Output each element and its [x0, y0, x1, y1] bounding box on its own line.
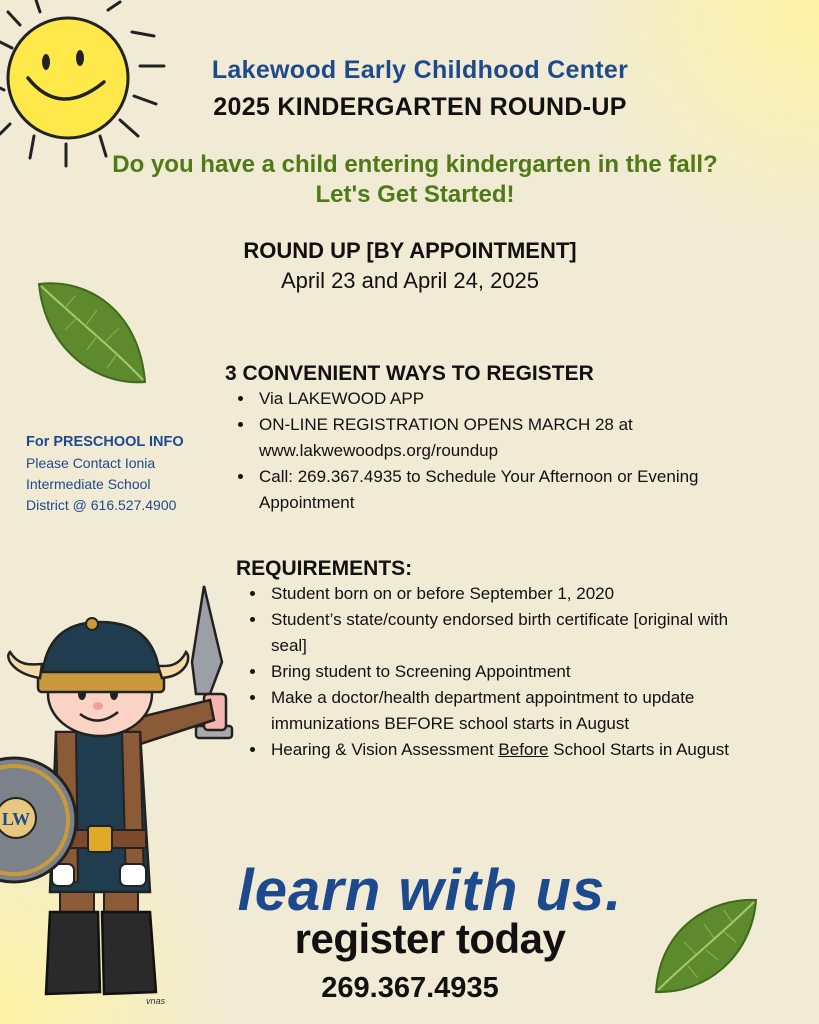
event-title: 2025 KINDERGARTEN ROUND-UP: [213, 93, 627, 121]
list-item: [267, 737, 740, 763]
register-ways-heading: 3 CONVENIENT WAYS TO REGISTER: [225, 362, 594, 385]
artist-signature: vnas: [146, 996, 166, 1006]
viking-character-illustration: [0, 582, 240, 1002]
intro-cta: Let's Get Started!: [315, 181, 515, 208]
underlined-word: Before: [498, 740, 549, 759]
list-item-text: School Starts in August: [548, 740, 730, 759]
preschool-heading: For PRESCHOOL INFO: [26, 434, 184, 450]
leaf-icon: [652, 896, 762, 996]
roundup-dates: April 23 and April 24, 2025: [280, 268, 540, 293]
requirements-heading: REQUIREMENTS:: [236, 557, 413, 580]
list-item: • Bring student to Screening Appointment: [267, 659, 740, 685]
list-item: • Via LAKEWOOD APP: [255, 386, 778, 412]
intro-question: Do you have a child entering kindergarten in the fall?: [112, 151, 718, 178]
preschool-info: [26, 432, 211, 516]
preschool-line: District @ 616.527.4900: [26, 497, 177, 513]
center-name: Lakewood Early Childhood Center: [211, 56, 629, 84]
preschool-line: Please Contact Ionia: [26, 455, 156, 471]
phone-number: 269.367.4935: [321, 972, 499, 1004]
list-item: • Call: 269.367.4935 to Schedule Your Afternoon or Evening Appointment: [255, 464, 778, 516]
list-item: • Make a doctor/health department appointment to update immunizations BEFORE school starts in August: [267, 685, 740, 737]
sun-icon: [0, 0, 175, 170]
shield-monogram: LW: [1, 809, 31, 829]
list-item: • Student born on or before September 1, 2020: [267, 581, 740, 607]
list-item: • ON-LINE REGISTRATION OPENS MARCH 28 at www.lakwewoodps.org/roundup: [255, 412, 778, 464]
preschool-line: Intermediate School: [26, 476, 151, 492]
intro-block: [40, 150, 790, 210]
register-ways-list: [233, 386, 778, 516]
tagline: learn with us.: [237, 858, 623, 923]
leaf-icon: [35, 278, 150, 390]
list-item-text: Hearing & Vision Assessment: [271, 740, 499, 759]
requirements-list: [245, 581, 740, 763]
list-item: • Student’s state/county endorsed birth certificate [original with seal]: [267, 607, 740, 659]
register-today: register today: [294, 915, 566, 962]
roundup-heading: ROUND UP [BY APPOINTMENT]: [243, 238, 577, 263]
